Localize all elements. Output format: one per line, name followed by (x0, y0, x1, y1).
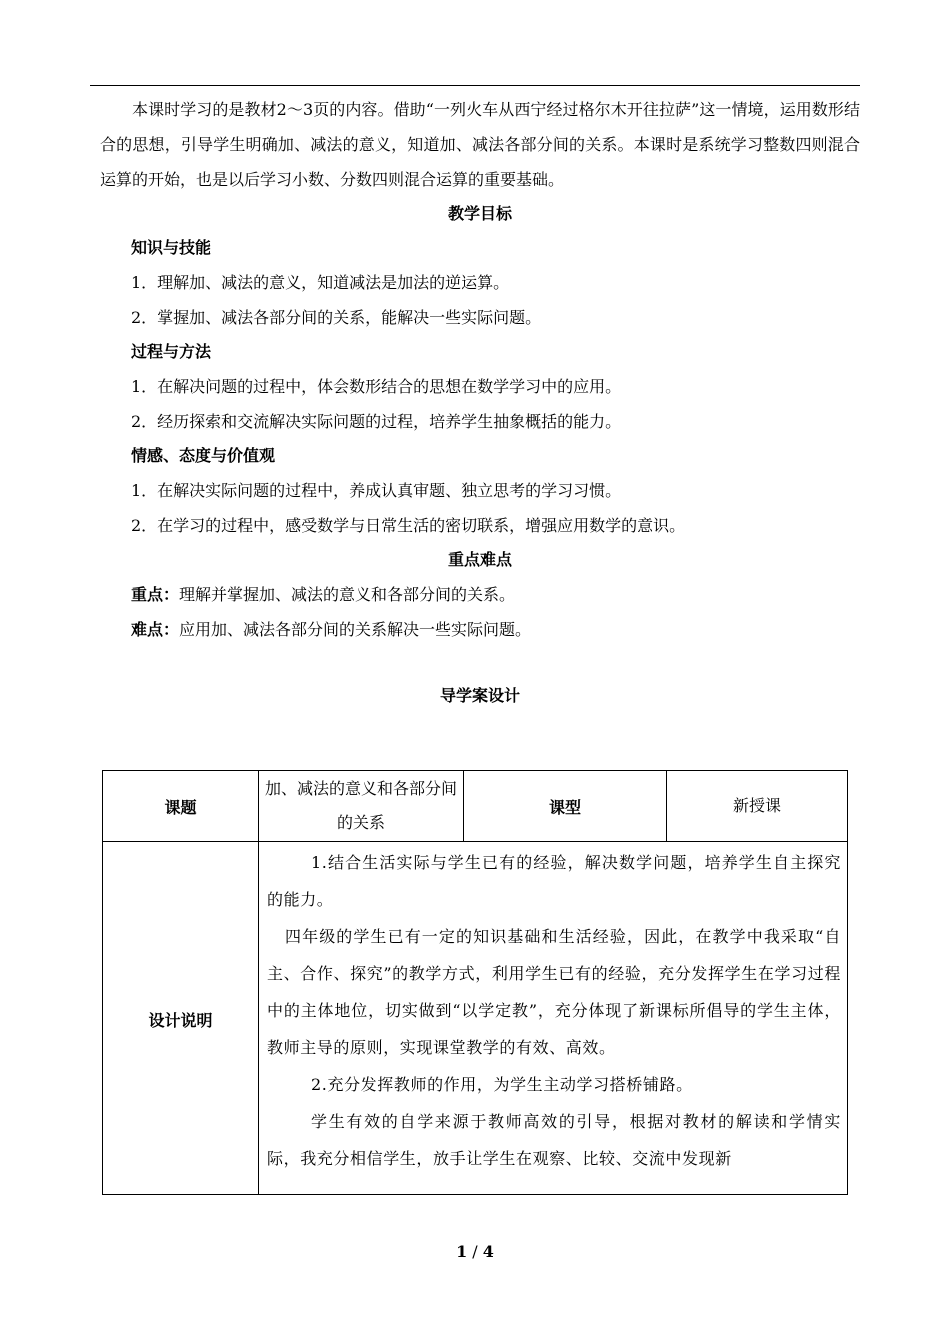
difficult-text: 应用加、减法各部分间的关系解决一些实际问题。 (179, 620, 532, 639)
key-text: 理解并掌握加、减法的意义和各部分间的关系。 (179, 585, 516, 604)
objective-item: 2．经历探索和交流解决实际问题的过程，培养学生抽象概括的能力。 (131, 412, 622, 431)
difficult-point (100, 612, 860, 647)
plan-row-topic (103, 771, 848, 842)
intro-paragraph: 本课时学习的是教材2～3页的内容。借助“一列火车从西宁经过格尔木开往拉萨”这一情境，运用数形结合的思想，引导学生明确加、减法的意义，知道加、减法各部分间的关系。本课时是系统学习整数四则混合运算的开始，也是以后学习小数、分数四则混合运算的重要基础。 (100, 100, 860, 189)
type-value: 新授课 (667, 771, 848, 842)
objective-heading-attitude: 情感、态度与价值观 (131, 446, 276, 465)
design-content (259, 842, 848, 1195)
topic-value: 加、减法的意义和各部分间的关系 (259, 771, 464, 842)
key-point (100, 577, 860, 612)
current-page: 1 (456, 1242, 468, 1261)
design-paragraph: 1.结合生活实际与学生已有的经验，解决数学问题，培养学生自主探究的能力。 (267, 853, 841, 909)
type-label: 课型 (464, 771, 667, 842)
design-label: 设计说明 (103, 842, 259, 1195)
objectives-title: 教学目标 (447, 204, 512, 223)
objective-item: 1．理解加、减法的意义，知道减法是加法的逆运算。 (131, 273, 510, 292)
difficult-label: 难点： (131, 620, 180, 639)
objective-item: 2．在学习的过程中，感受数学与日常生活的密切联系，增强应用数学的意识。 (131, 516, 686, 535)
objective-item: 2．掌握加、减法各部分间的关系，能解决一些实际问题。 (131, 308, 542, 327)
design-paragraph: 2.充分发挥教师的作用，为学生主动学习搭桥铺路。 (311, 1075, 693, 1094)
total-pages: 4 (482, 1242, 494, 1261)
objective-item: 1．在解决实际问题的过程中，养成认真审题、独立思考的学习习惯。 (131, 481, 622, 500)
plan-title: 导学案设计 (439, 686, 520, 705)
document-body (100, 92, 860, 713)
design-paragraph: 学生有效的自学来源于教师高效的引导，根据对教材的解读和学情实际，我充分相信学生，放手让学生在观察、比较、交流中发现新 (267, 1112, 841, 1168)
objective-heading-process: 过程与方法 (131, 342, 212, 361)
header-rule (90, 85, 860, 86)
page-separator: / (467, 1242, 483, 1261)
plan-table (102, 770, 848, 1195)
key-label: 重点： (131, 585, 180, 604)
objective-item: 1．在解决问题的过程中，体会数形结合的思想在数学学习中的应用。 (131, 377, 622, 396)
design-paragraph: 四年级的学生已有一定的知识基础和生活经验，因此，在教学中我采取“自主、合作、探究”的教学方式，利用学生已有的经验，充分发挥学生在学习过程中的主体地位，切实做到“以学定教”，充分体现了新课标所倡导的学生主体，教师主导的原则，实现课堂教学的有效、高效。 (267, 927, 841, 1057)
topic-label: 课题 (103, 771, 259, 842)
keypoints-title: 重点难点 (447, 550, 512, 569)
plan-row-design (103, 842, 848, 1195)
page-number (0, 1242, 950, 1261)
objective-heading-knowledge: 知识与技能 (131, 238, 212, 257)
